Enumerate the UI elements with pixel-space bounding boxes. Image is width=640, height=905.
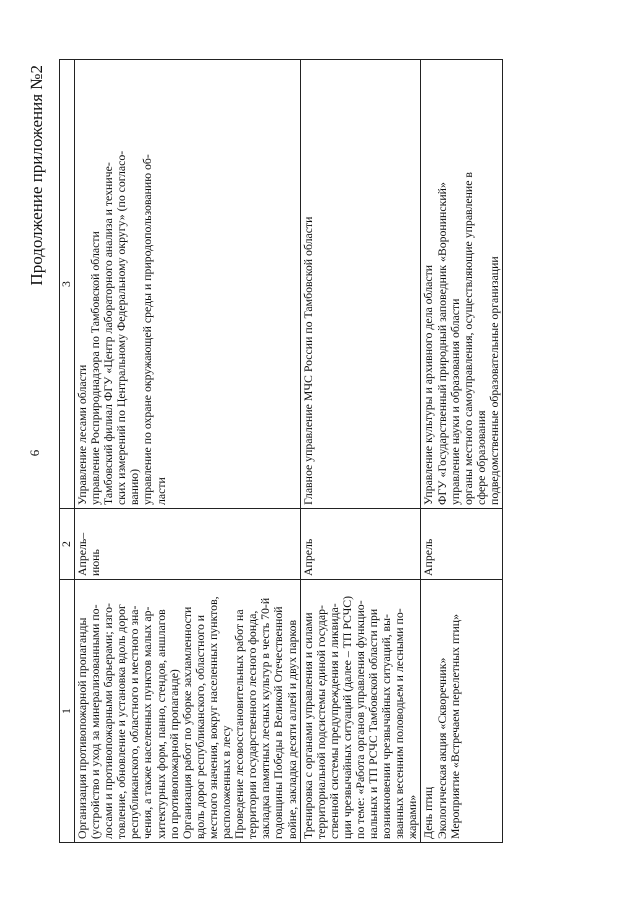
event-line: День птиц [421,786,436,839]
event-line: жарами» [405,794,420,839]
responsible-line: подведомственные образовательные организации [486,256,501,505]
event-line: Тренировка с органами управления и силами [300,612,315,839]
event-line: по теме: «Работа органов управления функцио- [352,600,367,839]
event-line: закладка памятных лесных культур в честь 70-й [258,597,273,839]
event-line: возникновении чрезвычайных ситуаций, вы- [379,614,394,839]
responsible-line: Главное управление МЧС России по Тамбовской области [300,216,315,505]
responsible-line: управление Росприроднадзора по Тамбовской области [88,231,103,505]
responsible-line: сфере образования [473,410,488,505]
event-line: ции чрезвычайных ситуаций (далее – ТП РСЧС) [339,595,354,839]
event-line: расположенных в лесу [219,725,234,839]
event-line: республиканского, областного и местного зна- [127,605,142,839]
table-row [421,60,503,843]
responsible-line: ФГУ «Государственный природный заповедник «Воронинский» [434,182,449,505]
responsible-cell [300,60,421,509]
event-line: Мероприятие «Встречаем перелетных птиц» [447,614,462,839]
event-line: чения, а также населенных пунктов малых ар- [140,606,155,839]
event-line: ственной системы предупреждения и ликвида- [326,603,341,839]
responsible-line: управление по охране окружающей среды и природопользованию об- [140,154,155,505]
responsible-line: Управление лесами области [75,364,89,505]
responsible-line: органы местного самоуправления, осуществляющие управление в [460,172,475,505]
event-cell [75,580,301,843]
event-line: нальных и ТП РСЧС Тамбовской области при [366,608,381,839]
page-number: 6 [27,449,42,457]
table-row [300,60,421,843]
date-cell: Апрель [421,509,503,580]
event-cell [421,580,503,843]
event-line: (устройство и уход за минерализованными по- [88,604,103,839]
events-table [59,59,503,843]
column-header-3: 3 [60,60,75,509]
event-line: территории государственного лесного фонда, [245,610,260,839]
event-line: годовщины Победы в Великой Отечественной [271,606,286,839]
event-cell [300,580,421,843]
event-line: Проведение лесовосстановительных работ на [232,609,247,839]
responsible-line: Управление культуры и архивного дела области [421,264,436,505]
responsible-line: управление науки и образования области [447,298,462,505]
event-line: вдоль дорог республиканского, областного и [192,614,207,839]
responsible-line: ских измерений по Центральному Федеральному округу» (по согласо- [114,150,129,505]
event-line: товление, обновление и установка вдоль дорог [114,604,129,839]
table-body [75,60,503,843]
page-header [27,63,53,843]
responsible-cell [421,60,503,509]
responsible-cell [75,60,301,509]
responsible-line: ласти [153,477,168,505]
event-line: территориальной подсистемы единой государ- [313,605,328,839]
event-line: званных весенним половодьем и лесными по- [392,608,407,839]
event-line: Экологическая акция «Скворечник» [434,657,449,839]
responsible-line: Тамбовский филиал ФГУ «Центр лабораторного анализа и техниче- [101,162,116,505]
event-line: хитектурных форм, панно, стендов, аншлагов [153,609,168,839]
responsible-line: ванию) [127,468,142,505]
date-cell: Апрель [300,509,421,580]
event-line: лосами и противопожарными барьерами; изго- [101,603,116,839]
date-cell: Апрель–июнь [75,509,301,580]
column-header-1: 1 [60,580,75,843]
event-line: Организация работ по уборке захламленности [179,606,194,839]
event-line: местного значения, вокруг населенных пунктов, [205,596,220,839]
header-row [60,60,75,843]
continuation-title: Продолжение приложения №2 [27,65,46,286]
event-line: по противопожарной пропаганде) [166,669,181,839]
event-line: Организация противопожарной пропаганды [75,617,89,839]
column-header-2: 2 [60,509,75,580]
rotated-content [27,63,617,843]
table-row [75,60,301,843]
event-line: войне, закладка десяти аллей и двух парков [284,619,299,839]
